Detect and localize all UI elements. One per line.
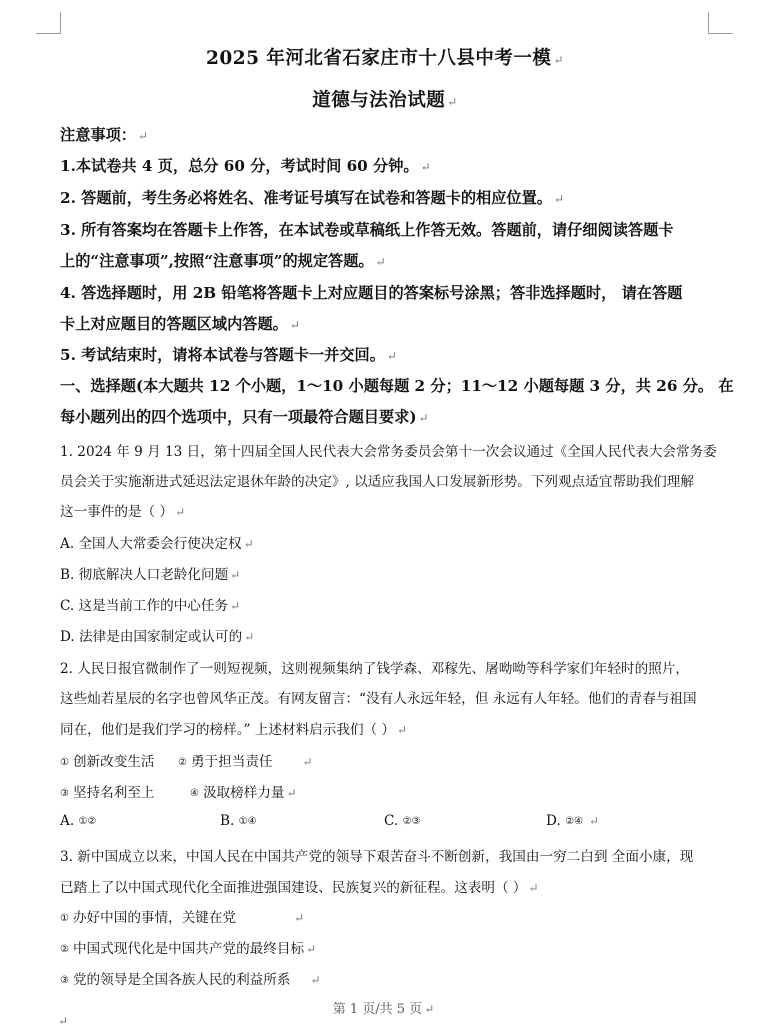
- q3-stem: 已踏上了以中国式现代化全面推进强国建设、民族复兴的新征程。这表明（ ） ↵: [60, 880, 539, 896]
- q2-item-4: ④ 汲取榜样力量 ↵: [190, 785, 297, 801]
- q1-stem: 1. 2024 年 9 月 13 日，第十四届全国人民代表大会常务委员会第十一次会议通过《全国人民代表大会常务委: [60, 444, 717, 460]
- note-line: 上的“注意事项”,按照“注意事项”的规定答题。 ↵: [60, 252, 386, 270]
- q1-stem: 员会关于实施渐进式延迟法定退休年龄的决定》, 以适应我国人口发展新形势。下列观点适宜帮助我们理解: [60, 474, 694, 490]
- section-heading-cont: 每小题列出的四个选项中，只有一项最符合题目要求) ↵: [60, 408, 429, 426]
- q2-stem: 同在，他们是我们学习的榜样。” 上述材料启示我们（ ） ↵: [60, 722, 408, 738]
- note-line: 2. 答题前，考生务必将姓名、准考证号填写在试卷和答题卡的相应位置。 ↵: [60, 189, 565, 207]
- crop-mark-top-left-v: [60, 12, 61, 34]
- q2-stem: 这些灿若星辰的名字也曾风华正茂。有网友留言：“没有人永远年轻，但 永远有人年轻。他们的青春与祖国: [60, 691, 697, 707]
- q2-choice-b: B. ①④: [220, 813, 257, 829]
- q2-choice-d: D. ②④ ↵: [546, 813, 600, 829]
- q3-item-3: ③ 党的领导是全国各族人民的利益所系 ↵: [60, 972, 321, 988]
- q1-option-b: B. 彻底解决人口老龄化问题 ↵: [60, 567, 241, 583]
- crop-mark-top-right-v: [708, 12, 709, 34]
- note-line: 卡上对应题目的答题区域内答题。 ↵: [60, 315, 300, 333]
- paragraph-mark: ↵: [58, 1014, 69, 1028]
- note-line: 1.本试卷共 4 页，总分 60 分，考试时间 60 分钟。 ↵: [60, 157, 431, 175]
- exam-title: 2025 年河北省石家庄市十八县中考一模 ↵: [206, 48, 564, 69]
- page-footer: 第 1 页/共 5 页 ↵: [332, 1002, 435, 1017]
- exam-subject-title: 道德与法治试题 ↵: [312, 90, 458, 111]
- q1-option-c: C. 这是当前工作的中心任务 ↵: [60, 598, 241, 614]
- crop-mark-top-right-h: [708, 33, 733, 34]
- q2-item-2: ② 勇于担当责任 ↵: [178, 754, 313, 770]
- note-line: 4. 答选择题时，用 2B 铅笔将答题卡上对应题目的答案标号涂黑；答非选择题时， 请在答题: [60, 284, 683, 302]
- q3-stem: 3. 新中国成立以来，中国人民在中国共产党的领导下艰苦奋斗不断创新，我国由一穷二白到 全面小康，现: [60, 849, 694, 865]
- q1-option-a: A. 全国人大常委会行使决定权 ↵: [60, 536, 254, 552]
- q3-item-1: ① 办好中国的事情，关键在党 ↵: [60, 910, 305, 926]
- note-line: 3. 所有答案均在答题卡上作答，在本试卷或草稿纸上作答无效。答题前，请仔细阅读答题卡: [60, 221, 674, 239]
- crop-mark-top-left-h: [36, 33, 61, 34]
- note-line: 5. 考试结束时，请将本试卷与答题卡一并交回。 ↵: [60, 346, 397, 364]
- q2-choice-a: A. ①②: [60, 813, 97, 829]
- q1-option-d: D. 法律是由国家制定或认可的 ↵: [60, 629, 255, 645]
- q3-item-2: ② 中国式现代化是中国共产党的最终目标 ↵: [60, 941, 317, 957]
- q2-choice-c: C. ②③: [384, 813, 421, 829]
- notes-heading: 注意事项： ↵: [60, 126, 148, 144]
- q2-item-3: ③ 坚持名利至上: [60, 785, 155, 801]
- section-heading: 一、选择题(本大题共 12 个小题，1～10 小题每题 2 分；11～12 小题每题 3 分，共 26 分。 在: [60, 377, 734, 395]
- q2-item-1: ① 创新改变生活: [60, 754, 155, 770]
- q1-stem: 这一事件的是（ ） ↵: [60, 504, 186, 520]
- q2-stem: 2. 人民日报官微制作了一则短视频，这则视频集纳了钱学森、邓稼先、屠呦呦等科学家们年轻时的照片，: [60, 661, 690, 677]
